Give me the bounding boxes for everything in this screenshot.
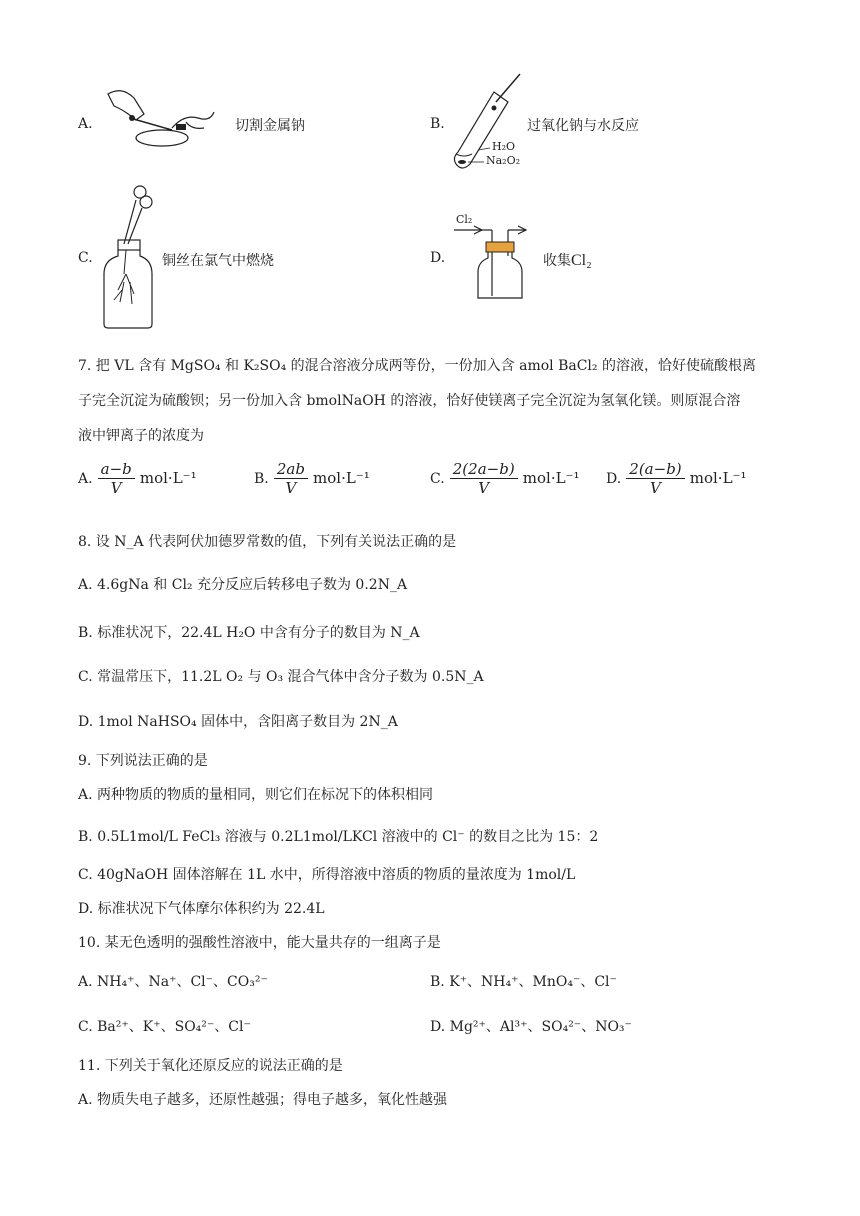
q9-option-b: B. 0.5L1mol/L FeCl₃ 溶液与 0.2L1mol/LKCl 溶液中的 Cl⁻ 的数目之比为 15：2	[78, 829, 599, 845]
caption-formula: Cl₂	[571, 252, 592, 269]
caption-prefix: 收集	[543, 253, 571, 269]
denominator: V	[110, 479, 122, 497]
q10-option-a: A. NH₄⁺、Na⁺、Cl⁻、CO₃²⁻	[78, 974, 268, 990]
q9-option-c: C. 40gNaOH 固体溶解在 1L 水中，所得溶液中溶质的物质的量浓度为 1mol/L	[78, 867, 576, 883]
q8-option-b: B. 标准状况下，22.4L H₂O 中含有分子的数目为 N_A	[78, 625, 420, 641]
unit: mol·L⁻¹	[689, 469, 747, 487]
sodium-cutting-illustration	[100, 84, 220, 154]
q8-option-d: D. 1mol NaHSO₄ 固体中，含阳离子数目为 2N_A	[78, 714, 398, 730]
numerator: a−b	[98, 460, 135, 479]
denominator: V	[478, 479, 490, 497]
q11-option-a: A. 物质失电子越多，还原性越强；得电子越多，氧化性越强	[78, 1092, 448, 1108]
q6-option-a-caption: 切割金属钠	[235, 118, 305, 134]
q9-stem: 9. 下列说法正确的是	[78, 753, 208, 769]
q10-stem: 10. 某无色透明的强酸性溶液中，能大量共存的一组离子是	[78, 935, 441, 951]
q10-option-d: D. Mg²⁺、Al³⁺、SO₄²⁻、NO₃⁻	[430, 1019, 632, 1035]
q7-option-b	[254, 460, 370, 497]
q7-stem-line1: 7. 把 VL 含有 MgSO₄ 和 K₂SO₄ 的混合溶液分成两等份，一份加入含 amol BaCl₂ 的溶液，恰好使硫酸根离	[78, 358, 756, 374]
gas-collection-bottle-illustration	[454, 222, 544, 302]
q8-option-c: C. 常温常压下，11.2L O₂ 与 O₃ 混合气体中含分子数为 0.5N_A	[78, 669, 484, 685]
numerator: 2(a−b)	[626, 460, 684, 479]
q9-option-a: A. 两种物质的物质的量相同，则它们在标况下的体积相同	[78, 787, 434, 803]
unit: mol·L⁻¹	[139, 469, 197, 487]
option-letter: B.	[254, 471, 269, 487]
fraction	[274, 460, 308, 497]
q7-option-c	[430, 460, 579, 497]
unit: mol·L⁻¹	[522, 469, 580, 487]
unit: mol·L⁻¹	[313, 469, 370, 487]
q7-stem-line3: 液中钾离子的浓度为	[78, 428, 204, 444]
q8-option-a: A. 4.6gNa 和 Cl₂ 充分反应后转移电子数为 0.2N_A	[78, 577, 408, 593]
option-letter: C.	[430, 471, 445, 487]
q10-option-c: C. Ba²⁺、K⁺、SO₄²⁻、Cl⁻	[78, 1019, 251, 1035]
option-letter: A.	[78, 471, 93, 487]
q6-option-d-caption	[543, 250, 592, 270]
q9-option-d: D. 标准状况下气体摩尔体积约为 22.4L	[78, 901, 325, 917]
q6-option-b-letter: B.	[430, 116, 445, 132]
q6-option-b-caption: 过氧化钠与水反应	[527, 118, 639, 134]
q7-option-a	[78, 460, 197, 497]
fraction	[98, 460, 135, 497]
fraction	[626, 460, 684, 497]
denominator: V	[285, 479, 297, 497]
h2o-label: H₂O	[492, 140, 516, 153]
q10-option-b: B. K⁺、NH₄⁺、MnO₄⁻、Cl⁻	[430, 974, 617, 990]
numerator: 2ab	[274, 460, 308, 479]
q6-option-a-letter: A.	[78, 116, 93, 132]
numerator: 2(2a−b)	[450, 460, 518, 479]
q7-stem-line2: 子完全沉淀为硫酸钡；另一份加入含 bmolNaOH 的溶液，恰好使镁离子完全沉淀为氢氧化镁。则原混合溶	[78, 393, 741, 409]
q8-stem: 8. 设 N_A 代表阿伏加德罗常数的值，下列有关说法正确的是	[78, 534, 457, 550]
gas-bottle-illustration	[100, 182, 160, 332]
q6-option-c-letter: C.	[78, 250, 93, 266]
q6-option-c-caption: 铜丝在氯气中燃烧	[162, 253, 274, 269]
cl2-label: Cl₂	[456, 213, 473, 226]
q6-option-d-letter: D.	[430, 250, 446, 266]
fraction	[450, 460, 518, 497]
option-letter: D.	[606, 471, 622, 487]
q11-stem: 11. 下列关于氧化还原反应的说法正确的是	[78, 1058, 343, 1074]
denominator: V	[650, 479, 661, 497]
na2o2-label: Na₂O₂	[486, 154, 521, 167]
q7-option-d	[606, 460, 746, 497]
